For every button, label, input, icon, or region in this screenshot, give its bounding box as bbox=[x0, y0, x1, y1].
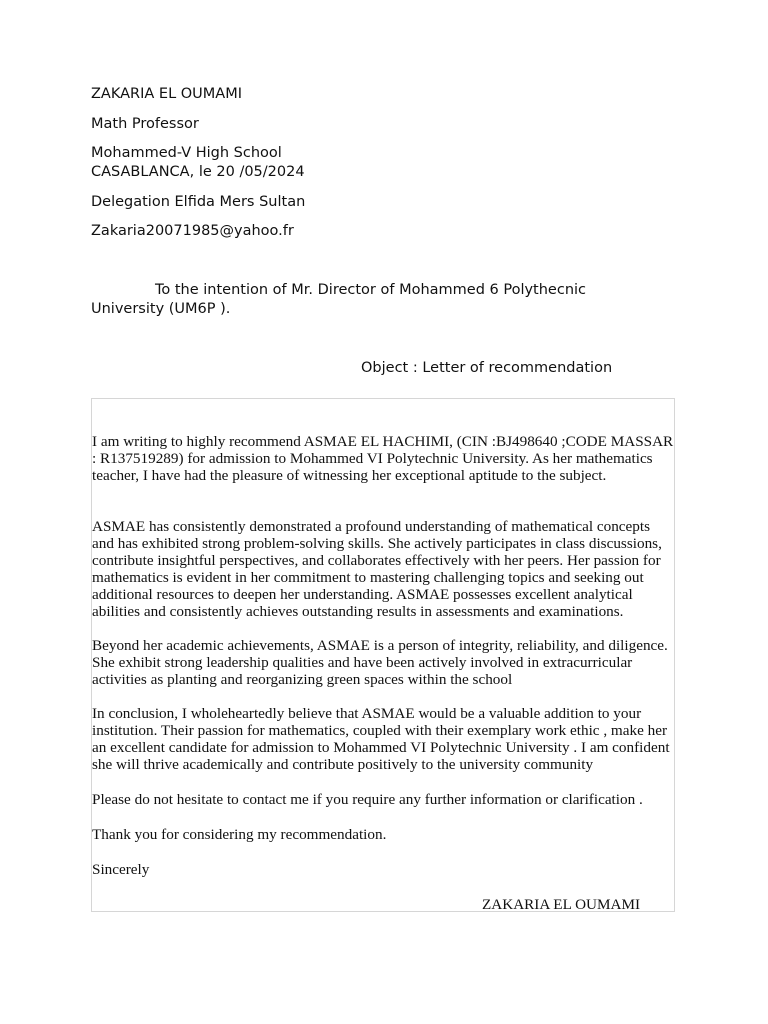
sender-name: ZAKARIA EL OUMAMI bbox=[91, 86, 242, 102]
paragraph-contact: Please do not hesitate to contact me if you require any further information or clarification . bbox=[92, 791, 643, 808]
letter-body-box bbox=[91, 398, 675, 912]
paragraph-skills: ASMAE has consistently demonstrated a profound understanding of mathematical concepts and has exhibited strong problem-solving skills. She actively participates in class discussions, contribute insightful perspectives, and collaborates effectively with her peers. Her passion for mathematics is evident in her commitment to mastering challenging topics and seeking out additional resources to deepen her understanding. ASMAE possesses excellent analytical abilities and consistently achieves outstanding results in assessments and examinations. bbox=[92, 518, 662, 620]
addressee-line bbox=[91, 281, 651, 319]
addressee-text: To the intention of Mr. Director of Mohammed 6 Polythecnic University (UM6P ). bbox=[91, 282, 587, 317]
paragraph-thanks: Thank you for considering my recommendation. bbox=[92, 826, 387, 843]
closing-sincerely: Sincerely bbox=[92, 861, 150, 878]
sender-email: Zakaria20071985@yahoo.fr bbox=[91, 223, 294, 239]
sender-delegation: Delegation Elfida Mers Sultan bbox=[91, 194, 306, 210]
paragraph-beyond-academics: Beyond her academic achievements, ASMAE is a person of integrity, reliability, and diligence. She exhibit strong leadership qualities and have been actively involved in extracurricular activities as planting and reorganizing green spaces within the school bbox=[92, 637, 668, 688]
paragraph-conclusion: In conclusion, I wholeheartedly believe that ASMAE would be a valuable addition to your institution. Their passion for mathematics, coupled with their exemplary work ethic , make her an excellent candidate for admission to Mohammed VI Polytechnic University . I am confident she will thrive academically and contribute positively to the university community bbox=[92, 705, 670, 773]
signature-name: ZAKARIA EL OUMAMI bbox=[482, 896, 641, 913]
sender-city-date: CASABLANCA, le 20 /05/2024 bbox=[91, 164, 305, 180]
sender-title: Math Professor bbox=[91, 116, 199, 132]
sender-school: Mohammed-V High School bbox=[91, 145, 282, 161]
paragraph-intro: I am writing to highly recommend ASMAE EL HACHIMI, (CIN :BJ498640 ;CODE MASSAR : R137519289) for admission to Mohammed VI Polytechnic University. As her mathematics teacher, I have had the pleasure of witnessing her exceptional aptitude to the subject. bbox=[92, 433, 674, 484]
object-line: Object : Letter of recommendation bbox=[361, 360, 613, 376]
